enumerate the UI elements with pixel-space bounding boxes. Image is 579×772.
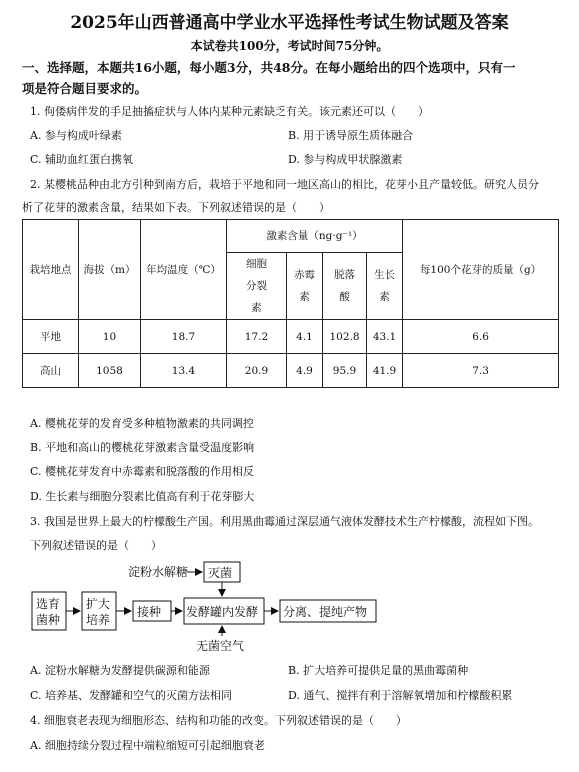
header-site: 栽培地点 (23, 220, 79, 320)
cell-gibberellin: 4.9 (287, 354, 323, 388)
q2-stem-line1: 2. 某樱桃品种由北方引种到南方后，栽培于平地和同一地区高山的相比，花芽小且产量较低。研究人员分 (30, 178, 539, 191)
cell-altitude: 1058 (79, 354, 141, 388)
q2-option-b: B. 平地和高山的樱桃花芽激素含量受温度影响 (30, 441, 255, 454)
q1-option-a: A. 参与构成叶绿素 (30, 129, 122, 142)
q1-option-c: C. 辅助血红蛋白携氧 (30, 153, 134, 166)
table-row (23, 354, 559, 388)
cell-mass: 6.6 (403, 320, 559, 354)
cell-abscisic-acid: 95.9 (323, 354, 367, 388)
cell-altitude: 10 (79, 320, 141, 354)
q2-option-c: C. 樱桃花芽发育中赤霉素和脱落酸的作用相反 (30, 465, 255, 478)
flow-select-line1: 选育 (36, 597, 61, 611)
flow-expand-line1: 扩大 (86, 597, 111, 611)
cell-gibberellin: 4.1 (287, 320, 323, 354)
flow-air-label: 无菌空气 (196, 639, 245, 653)
flow-separate-label: 分离、提纯产物 (283, 605, 368, 619)
q2-option-d: D. 生长素与细胞分裂素比值高有利于花芽膨大 (30, 490, 255, 503)
q3-stem-line2: 下列叙述错误的是（ ） (30, 539, 162, 552)
q3-option-a: A. 淀粉水解糖为发酵提供碳源和能源 (30, 664, 210, 677)
cell-cytokinin: 20.9 (227, 354, 287, 388)
cell-site: 平地 (23, 320, 79, 354)
table-row (23, 320, 559, 354)
cell-abscisic-acid: 102.8 (323, 320, 367, 354)
header-temperature: 年均温度（℃） (141, 220, 227, 320)
section-heading-line1: 一、选择题，本题共16小题，每小题3分，共48分。在每小题给出的四个选项中，只有一 (22, 60, 516, 75)
header-altitude: 海拔（m） (79, 220, 141, 320)
flow-select-line2: 菌种 (36, 613, 61, 627)
q4-option-a: A. 细胞持续分裂过程中端粒缩短可引起细胞衰老 (30, 739, 265, 752)
header-hormone: 激素含量（ng·g⁻¹） (227, 220, 403, 253)
header-auxin: 生长素 (367, 253, 403, 320)
q1-option-d: D. 参与构成甲状腺激素 (288, 153, 403, 166)
flow-inoculate-label: 接种 (137, 605, 162, 619)
header-mass: 每100个花芽的质量（g） (403, 220, 559, 320)
q3-stem-line1: 3. 我国是世界上最大的柠檬酸生产国。利用黑曲霉通过深层通气液体发酵技术生产柠檬酸，流程如下图。 (30, 515, 539, 528)
hormone-table (22, 219, 559, 388)
cell-mass: 7.3 (403, 354, 559, 388)
page-title: 2025年山西普通高中学业水平选择性考试生物试题及答案 (70, 13, 509, 33)
header-gibberellin: 赤霉素 (287, 253, 323, 320)
q1-option-b: B. 用于诱导原生质体融合 (288, 129, 414, 142)
cell-temperature: 18.7 (141, 320, 227, 354)
flow-ferment-label: 发酵罐内发酵 (186, 605, 259, 619)
q2-stem-line2: 析了花芽的激素含量，结果如下表。下列叙述错误的是（ ） (22, 201, 330, 214)
q3-option-c: C. 培养基、发酵罐和空气的灭菌方法相同 (30, 689, 233, 702)
fermentation-flow-diagram (22, 560, 382, 658)
exam-info: 本试卷共100分，考试时间75分钟。 (190, 39, 389, 53)
q4-stem: 4. 细胞衰老表现为细胞形态、结构和功能的改变。下列叙述错误的是（ ） (30, 714, 407, 727)
q3-option-d: D. 通气、搅拌有利于溶解氧增加和柠檬酸积累 (288, 689, 513, 702)
header-abscisic-acid: 脱落酸 (323, 253, 367, 320)
q1-stem: 1. 佝偻病伴发的手足抽搐症状与人体内某种元素缺乏有关。该元素还可以（ ） (30, 105, 429, 118)
cell-auxin: 43.1 (367, 320, 403, 354)
cell-temperature: 13.4 (141, 354, 227, 388)
cell-auxin: 41.9 (367, 354, 403, 388)
flow-expand-line2: 培养 (86, 613, 111, 627)
flow-starch-label: 淀粉水解糖 (128, 565, 189, 579)
section-heading-line2: 项是符合题目要求的。 (22, 81, 148, 96)
cell-cytokinin: 17.2 (227, 320, 287, 354)
flow-sterilize-label: 灭菌 (208, 566, 233, 580)
q2-option-a: A. 樱桃花芽的发育受多种植物激素的共同调控 (30, 417, 254, 430)
q3-option-b: B. 扩大培养可提供足量的黑曲霉菌种 (288, 664, 469, 677)
cell-site: 高山 (23, 354, 79, 388)
header-cytokinin: 细胞分裂素 (227, 253, 287, 320)
